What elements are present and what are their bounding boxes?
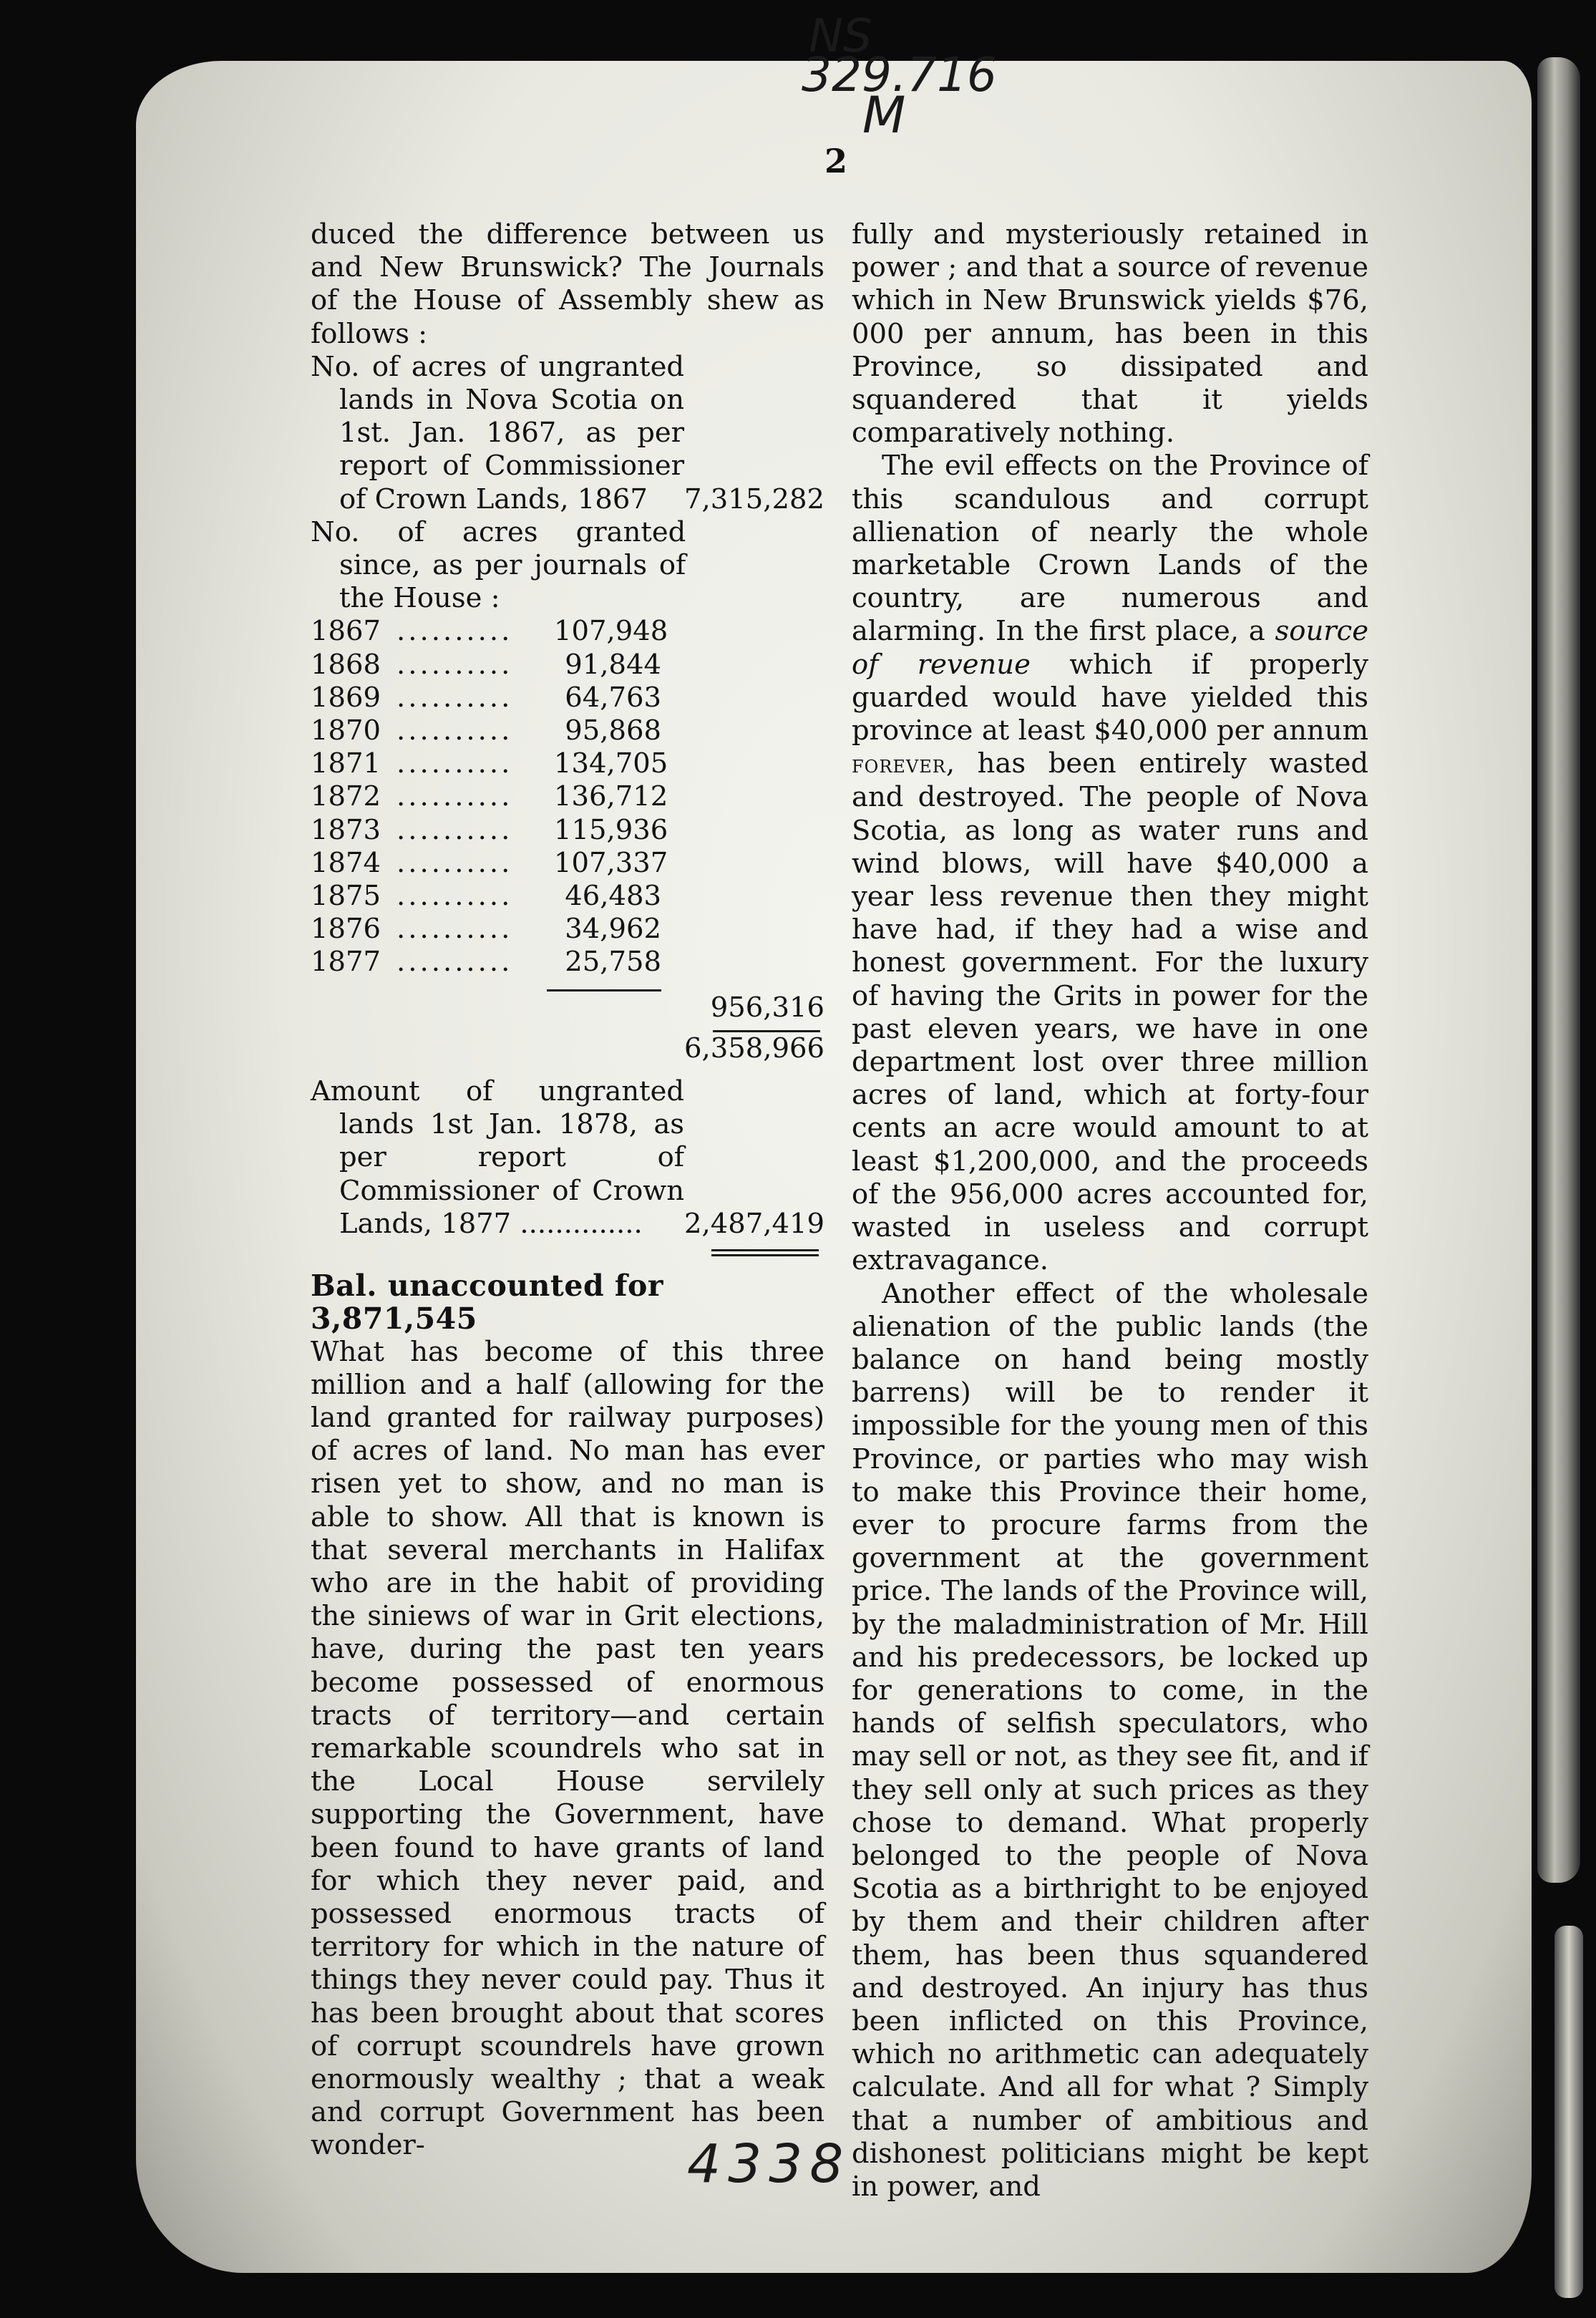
year-row: 1875 .......... 46,483 [311,880,661,913]
ungranted-1867-entry [311,351,824,516]
page-number: 2 [824,142,848,180]
year-row: 1873 .......... 115,936 [311,813,668,846]
balance-unaccounted: Bal. unaccounted for 3,871,545 [311,1269,663,1337]
ungranted-1878-amount: 2,487,419 [684,1207,824,1240]
right-paragraph-3: Another effect of the wholesale alienation of the public lands (the balance on hand being mostly barrens) will be to render it impossible for the young men of this Province, or parties who may wish to make this Province their home, ever to procure farms from the government at the government price. The lands of the Province will, by the maladministration of Mr. Hill and his predecessors, be locked up for generations to come, in the hands of selfish speculators, who may sell or not, as they see fit, and if they sell only at such prices as they chose to demand. What properly belonged to the people of Nova Scotia as a birthright to be enjoyed by them and their children after them, has been thus squandered and destroyed. An injury has thus been inflicted on this Province, which no arithmetic can adequately calculate. And all for what ? Simply that a number of ambitious and dishonest politicians might be kept in power, and [852,1277,1368,2203]
italic-phrase: source of revenue [852,615,1368,681]
call-number-line-1: NS [809,10,872,63]
ungranted-1878-description: Amount of ungranted lands 1st Jan. 1878, as per report of Commissioner of Crown Lands, 1877 .............. [311,1075,685,1240]
call-number-line-2: 329.716 [802,47,997,102]
ungranted-1878-entry [311,1075,824,1241]
balance-rule-2 [711,1254,819,1256]
granted-heading-entry [311,516,824,616]
adjacent-page-edge [1537,57,1580,1883]
year-row: 1876 .......... 34,962 [311,913,661,946]
granted-heading: No. of acres granted since, as per journals of the House : [311,515,686,615]
handwritten-number: 4338 [687,2133,851,2195]
year-row: 1868 .......... 91,844 [311,648,661,681]
right-column [852,218,1368,2203]
right-paragraph-1: fully and mysteriously retained in power ; and that a source of revenue which in New Brunswick yields $76, 000 per annum, has been in this Province, so dissipated and squandered that it yields comparatively nothing. [852,218,1368,450]
difference-row [311,1032,824,1065]
year-row: 1870 .......... 95,868 [311,714,661,747]
year-row: 1872 .......... 136,712 [311,780,668,813]
ungranted-1867-description: No. of acres of ungranted lands in Nova Scotia on 1st. Jan. 1867, as per report of Commissioner of Crown Lands, 1867 [311,350,685,515]
difference-rule [713,1030,820,1032]
year-row: 1867 .......... 107,948 [311,615,668,648]
intro-paragraph: duced the difference between us and New Brunswick? The Journals of the House of Assembly shew as follows : [311,218,824,350]
year-list [311,615,824,979]
year-row: 1874 .......... 107,337 [311,846,668,879]
left-column [311,218,824,2163]
granted-total-row [311,991,824,1024]
granted-total: 956,316 [710,991,824,1024]
year-row: 1877 .......... 25,758 [311,946,661,979]
right-paragraph-2: The evil effects on the Province of this scandulous and corrupt allienation of nearly the whole marketable Crown Lands of the country, are numerous and alarming. In the first place, a source of revenue which if properly guarded would have yielded this province at least $40,000 per annum forever, has been entirely wasted and destroyed. The people of Nova Scotia, as long as water runs and wind blows, will have $40,000 a year less revenue then they might have had, if they had a wise and honest government. For the luxury of having the Grits in power for the past eleven years, we have in one department lost over three million acres of land, which at forty-four cents an acre would amount to at least $1,200,000, and the proceeds of the 956,000 acres accounted for, wasted in useless and corrupt extravagance. [852,450,1369,1277]
ungranted-1867-amount: 7,315,282 [684,482,824,515]
left-body-paragraph: What has become of this three million and a half (allowing for the land granted for railway purposes) of acres of land. No man has ever risen yet to show, and no man is able to show. All that is known is that several merchants in Halifax who are in the habit of providing the siniews of war in Grit elections, have, during the past ten years become possessed of enormous tracts of territory—and certain remarkable scoundrels who sat in the Local House servilely supporting the Government, have been found to have grants of land for which they never paid, and possessed enormous tracts of territory for which in the nature of things they never could pay. Thus it has been brought about that scores of corrupt scoundrels have grown enormously wealthy ; that a weak and corrupt Government has been wonder- [311,1335,824,2162]
year-row: 1869 .......... 64,763 [311,681,661,714]
difference-total: 6,358,966 [684,1032,824,1065]
balance-rule-1 [711,1249,819,1251]
adjacent-page-edge-lower [1554,1926,1583,2298]
year-row: 1871 .......... 134,705 [311,747,668,780]
smallcaps-word: forever [852,750,946,780]
call-number-line-3: M [862,86,906,145]
